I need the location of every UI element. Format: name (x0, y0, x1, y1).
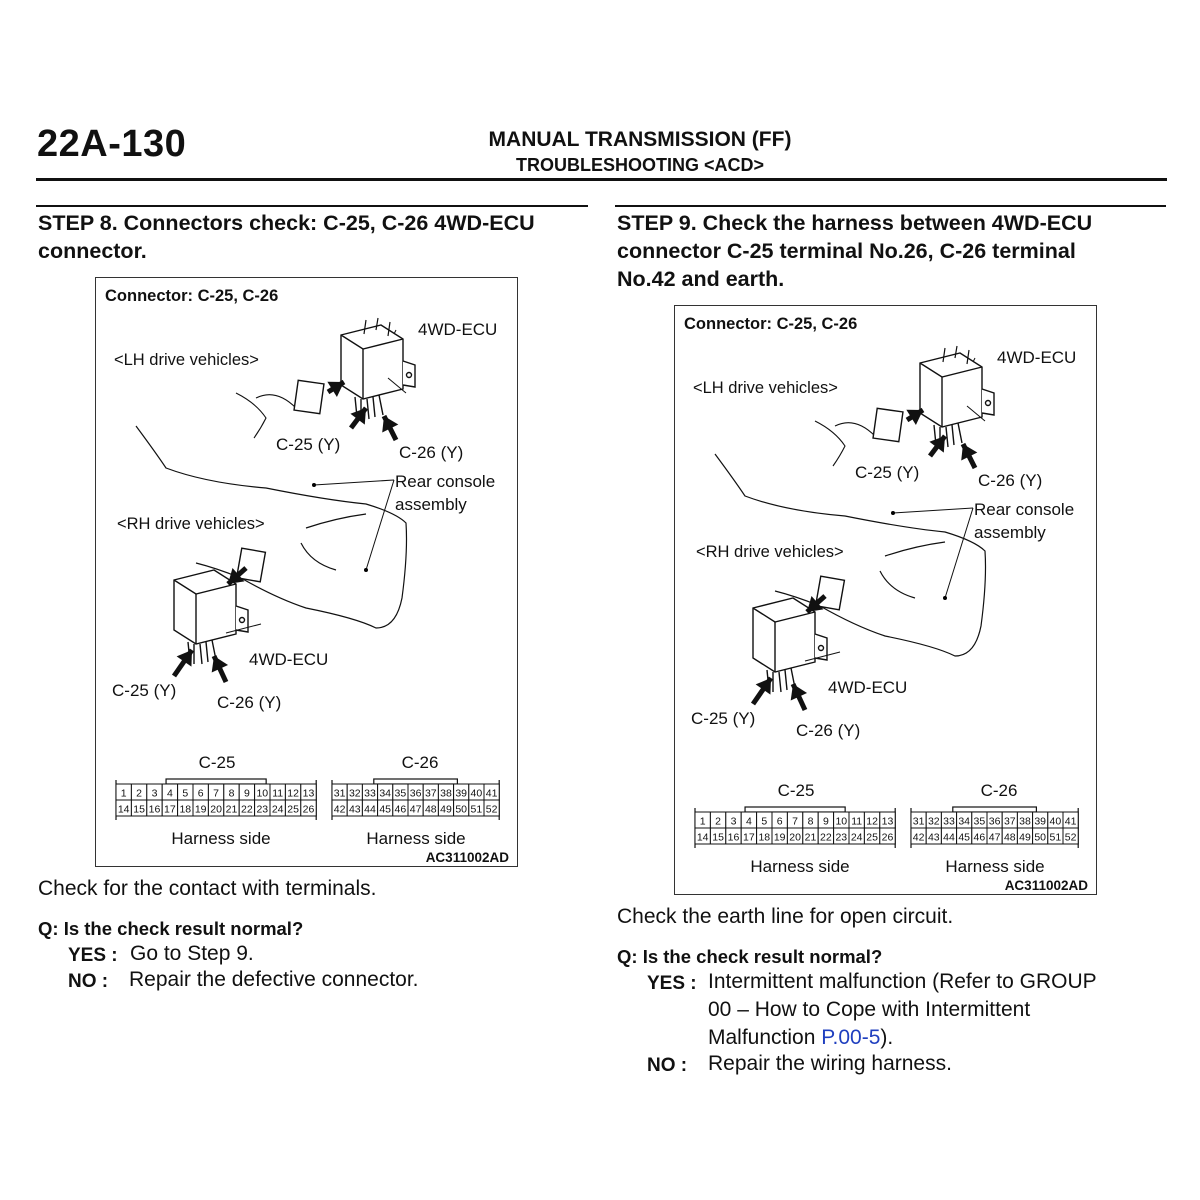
c26-grid-terminal-label: 35 (973, 815, 986, 828)
step9-yes-text (708, 968, 1097, 1052)
rh-c25-label: C-25 (Y) (112, 681, 177, 700)
c25-grid-terminal-label: 20 (210, 803, 222, 816)
step8-title-line2: connector. (38, 239, 147, 263)
c26-grid-terminal-label: 36 (988, 815, 1001, 828)
step9-figure (674, 305, 1097, 895)
c25-grid-terminal-label: 20 (789, 831, 801, 844)
c26-grid-terminal-label: 45 (379, 803, 392, 816)
c25-grid-terminal-label: 18 (179, 803, 192, 816)
lh-connector-plug (873, 408, 903, 441)
c25-grid-terminal-label: 4 (166, 787, 173, 800)
c25-grid-terminal-label: 26 (881, 831, 894, 844)
c26-grid-terminal-label: 34 (958, 815, 971, 828)
c26-grid-terminal-label: 36 (409, 787, 422, 800)
step9-yes-line3-prefix: Malfunction (708, 1026, 822, 1049)
console-contour (815, 421, 875, 466)
c26-grid-terminal-label: 46 (973, 831, 986, 844)
step9-yes-line3-suffix: ). (880, 1026, 894, 1049)
c26-grid-terminal-label: 42 (912, 831, 925, 844)
c25-grid-terminal-label: 14 (117, 803, 130, 816)
c26-harness-side: Harness side (945, 857, 1045, 876)
rear-console-label: Rear console (395, 472, 496, 491)
step9-no-text: Repair the wiring harness. (708, 1052, 952, 1075)
rh-c26-label: C-26 (Y) (796, 721, 861, 740)
lh-connector-plug (294, 380, 324, 413)
c26-grid-terminal-label: 33 (364, 787, 376, 800)
c26-grid-terminal-label: 50 (455, 803, 468, 816)
c25-grid-terminal-label: 19 (773, 831, 786, 844)
rh-c26-label: C-26 (Y) (217, 693, 282, 712)
figure-code: AC311002AD (425, 850, 509, 865)
c25-grid-terminal-label: 3 (730, 815, 737, 828)
c26-grid-terminal-label: 42 (333, 803, 346, 816)
leader-dot-2 (943, 596, 947, 600)
c26-grid-terminal-label: 33 (943, 815, 955, 828)
c25-harness-side: Harness side (750, 857, 850, 876)
c25-header: C-25 (777, 781, 815, 800)
c25-grid-latch (166, 779, 266, 784)
c25-harness-side: Harness side (171, 829, 271, 848)
c26-grid-terminal-label: 37 (1003, 815, 1016, 828)
c26-grid-terminal-label: 38 (440, 787, 452, 800)
c25-grid-terminal-label: 25 (866, 831, 878, 844)
c26-grid-terminal-label: 44 (364, 803, 376, 816)
leader-dot-1 (891, 511, 895, 515)
step8-no-text: Repair the defective connector. (129, 968, 419, 991)
c25-grid-terminal-label: 17 (743, 831, 755, 844)
step8-figure (95, 277, 518, 867)
c25-grid-terminal-label: 13 (881, 815, 894, 828)
c26-grid-terminal-label: 39 (1034, 815, 1047, 828)
column-rule-right (615, 205, 1166, 207)
step8-check-text: Check for the contact with terminals. (38, 877, 377, 900)
c25-grid-terminal-label: 11 (272, 787, 284, 800)
step8-no-label: NO : (68, 971, 109, 992)
c25-grid-terminal-label: 6 (776, 815, 783, 828)
c25-grid-terminal-label: 2 (136, 787, 143, 800)
rear-console-label-line2: assembly (974, 523, 1046, 542)
c26-grid-terminal-label: 48 (424, 803, 437, 816)
connector-diagram (96, 278, 517, 866)
c25-grid-terminal-label: 8 (807, 815, 814, 828)
c26-grid-terminal-label: 47 (409, 803, 422, 816)
c25-grid-terminal-label: 1 (699, 815, 706, 828)
lh-ecu-label: 4WD-ECU (418, 320, 498, 339)
c25-grid-terminal-label: 18 (758, 831, 771, 844)
c25-grid-terminal-label: 14 (696, 831, 709, 844)
c25-grid-terminal-label: 16 (727, 831, 740, 844)
column-rule-left (36, 205, 588, 207)
c26-grid-latch (953, 807, 1037, 812)
c26-grid-terminal-label: 31 (912, 815, 925, 828)
c26-grid-terminal-label: 31 (333, 787, 346, 800)
step9-no-label: NO : (647, 1055, 688, 1076)
leader-dot-1 (312, 483, 316, 487)
c25-grid-terminal-label: 8 (228, 787, 235, 800)
c25-grid-terminal-label: 5 (761, 815, 768, 828)
c25-grid-terminal-label: 11 (851, 815, 863, 828)
rear-console-label: Rear console (974, 500, 1075, 519)
c25-grid-terminal-label: 16 (148, 803, 161, 816)
rear-console-label-line2: assembly (395, 495, 467, 514)
c26-grid-terminal-label: 52 (485, 803, 498, 816)
page-number: 22A-130 (37, 123, 187, 165)
step9-title-line3: No.42 and earth. (617, 267, 785, 291)
c26-header: C-26 (401, 753, 439, 772)
c26-grid-terminal-label: 35 (394, 787, 407, 800)
c26-grid-terminal-label: 41 (1064, 815, 1077, 828)
c26-grid-latch (374, 779, 458, 784)
c26-grid-terminal-label: 50 (1034, 831, 1047, 844)
c25-grid-terminal-label: 23 (835, 831, 848, 844)
lh-c25-label: C-25 (Y) (276, 435, 341, 454)
figure-code: AC311002AD (1004, 878, 1088, 893)
c26-grid-terminal-label: 32 (927, 815, 940, 828)
c26-grid-terminal-label: 41 (485, 787, 498, 800)
lh-ecu-unit (341, 325, 415, 419)
c25-grid-terminal-label: 2 (715, 815, 722, 828)
c25-grid-terminal-label: 24 (850, 831, 863, 844)
c26-grid-terminal-label: 47 (988, 831, 1001, 844)
rh-ecu-unit (174, 570, 248, 664)
figure-title: Connector: C-25, C-26 (105, 287, 279, 305)
c26-grid-terminal-label: 32 (348, 787, 361, 800)
c25-grid-terminal-label: 15 (133, 803, 145, 816)
c26-grid-terminal-label: 48 (1003, 831, 1016, 844)
lh-c25-label: C-25 (Y) (855, 463, 920, 482)
ecu-screw (986, 401, 991, 406)
lh-c26-label: C-26 (Y) (978, 471, 1043, 490)
rh-connector-plug (816, 576, 845, 610)
ecu-screw (407, 373, 412, 378)
step9-yes-line3 (708, 1024, 1097, 1052)
c25-grid-terminal-label: 13 (302, 787, 315, 800)
c26-grid-terminal-label: 51 (1049, 831, 1062, 844)
rh-c25-label: C-25 (Y) (691, 709, 756, 728)
step9-question: Q: Is the check result normal? (617, 946, 883, 967)
c25-grid-terminal-label: 12 (287, 787, 299, 800)
lh-c26-label: C-26 (Y) (399, 443, 464, 462)
c25-grid-terminal-label: 9 (243, 787, 250, 800)
step9-title (617, 209, 1092, 293)
lh-ecu-label: 4WD-ECU (997, 348, 1077, 367)
header-rule (36, 178, 1167, 181)
step8-yes-label: YES : (68, 945, 118, 966)
c26-grid-terminal-label: 49 (440, 803, 452, 816)
rh-drive-label: <RH drive vehicles> (117, 515, 265, 533)
c25-grid-terminal-label: 5 (182, 787, 189, 800)
c25-grid-terminal-label: 7 (213, 787, 220, 800)
c25-grid-terminal-label: 19 (194, 803, 207, 816)
rh-drive-label: <RH drive vehicles> (696, 543, 844, 561)
c26-grid-terminal-label: 45 (958, 831, 971, 844)
connector-diagram (675, 306, 1096, 894)
c25-grid-terminal-label: 7 (792, 815, 799, 828)
ecu-screw (819, 646, 824, 651)
lh-ecu-unit (920, 353, 994, 447)
c26-grid-terminal-label: 49 (1019, 831, 1031, 844)
c26-grid-terminal-label: 37 (424, 787, 437, 800)
c26-grid-terminal-label: 46 (394, 803, 407, 816)
c26-grid-terminal-label: 44 (943, 831, 955, 844)
c25-grid-latch (745, 807, 845, 812)
rh-ecu-unit (753, 598, 827, 692)
ecu-screw (240, 618, 245, 623)
c26-grid-terminal-label: 34 (379, 787, 392, 800)
c26-grid-terminal-label: 40 (1049, 815, 1062, 828)
rh-connector-plug (237, 548, 266, 582)
c25-grid-terminal-label: 15 (712, 831, 724, 844)
c26-grid-terminal-label: 43 (927, 831, 940, 844)
step9-yes-line1: Intermittent malfunction (Refer to GROUP (708, 970, 1097, 993)
c26-grid-terminal-label: 38 (1019, 815, 1031, 828)
c25-grid-terminal-label: 6 (197, 787, 204, 800)
c25-grid-terminal-label: 21 (804, 831, 817, 844)
c25-grid-terminal-label: 3 (151, 787, 158, 800)
c25-grid-terminal-label: 10 (256, 787, 269, 800)
c25-grid-terminal-label: 1 (120, 787, 127, 800)
c25-grid-terminal-label: 24 (271, 803, 284, 816)
rh-ecu-label: 4WD-ECU (249, 650, 329, 669)
lh-drive-label: <LH drive vehicles> (114, 351, 259, 369)
step9-title-line1: STEP 9. Check the harness between 4WD-ECU (617, 211, 1093, 235)
step9-yes-line2: 00 – How to Cope with Intermittent (708, 998, 1031, 1021)
c25-grid-terminal-label: 12 (866, 815, 878, 828)
c26-grid-terminal-label: 52 (1064, 831, 1077, 844)
header-subtitle: TROUBLESHOOTING <ACD> (515, 155, 765, 175)
c26-grid-terminal-label: 43 (348, 803, 361, 816)
step8-yes-text: Go to Step 9. (130, 942, 254, 965)
step9-check-text: Check the earth line for open circuit. (617, 905, 954, 928)
c25-grid-terminal-label: 9 (822, 815, 829, 828)
c25-header: C-25 (198, 753, 236, 772)
console-contour (236, 393, 296, 438)
c25-grid-terminal-label: 17 (164, 803, 176, 816)
step9-yes-label: YES : (647, 973, 697, 994)
c25-grid-terminal-label: 10 (835, 815, 848, 828)
header-title: MANUAL TRANSMISSION (FF) (488, 128, 792, 151)
c26-grid-terminal-label: 51 (470, 803, 483, 816)
step9-title-line2: connector C-25 terminal No.26, C-26 terminal (617, 239, 1076, 263)
step8-title-line1: STEP 8. Connectors check: C-25, C-26 4WD-ECU (38, 211, 535, 235)
c26-header: C-26 (980, 781, 1018, 800)
c25-grid-terminal-label: 22 (241, 803, 253, 816)
c26-grid-terminal-label: 40 (470, 787, 483, 800)
c25-grid-terminal-label: 4 (745, 815, 752, 828)
rh-ecu-label: 4WD-ECU (828, 678, 908, 697)
c25-grid-terminal-label: 22 (820, 831, 832, 844)
figure-title: Connector: C-25, C-26 (684, 315, 858, 333)
c25-grid-terminal-label: 21 (225, 803, 238, 816)
lh-drive-label: <LH drive vehicles> (693, 379, 838, 397)
c26-grid-terminal-label: 39 (455, 787, 468, 800)
step8-title (38, 209, 535, 265)
c26-harness-side: Harness side (366, 829, 466, 848)
leader-dot-2 (364, 568, 368, 572)
c25-grid-terminal-label: 23 (256, 803, 269, 816)
step8-question: Q: Is the check result normal? (38, 918, 304, 939)
c25-grid-terminal-label: 25 (287, 803, 299, 816)
c25-grid-terminal-label: 26 (302, 803, 315, 816)
group-00-reference-link[interactable]: P.00-5 (821, 1026, 881, 1049)
